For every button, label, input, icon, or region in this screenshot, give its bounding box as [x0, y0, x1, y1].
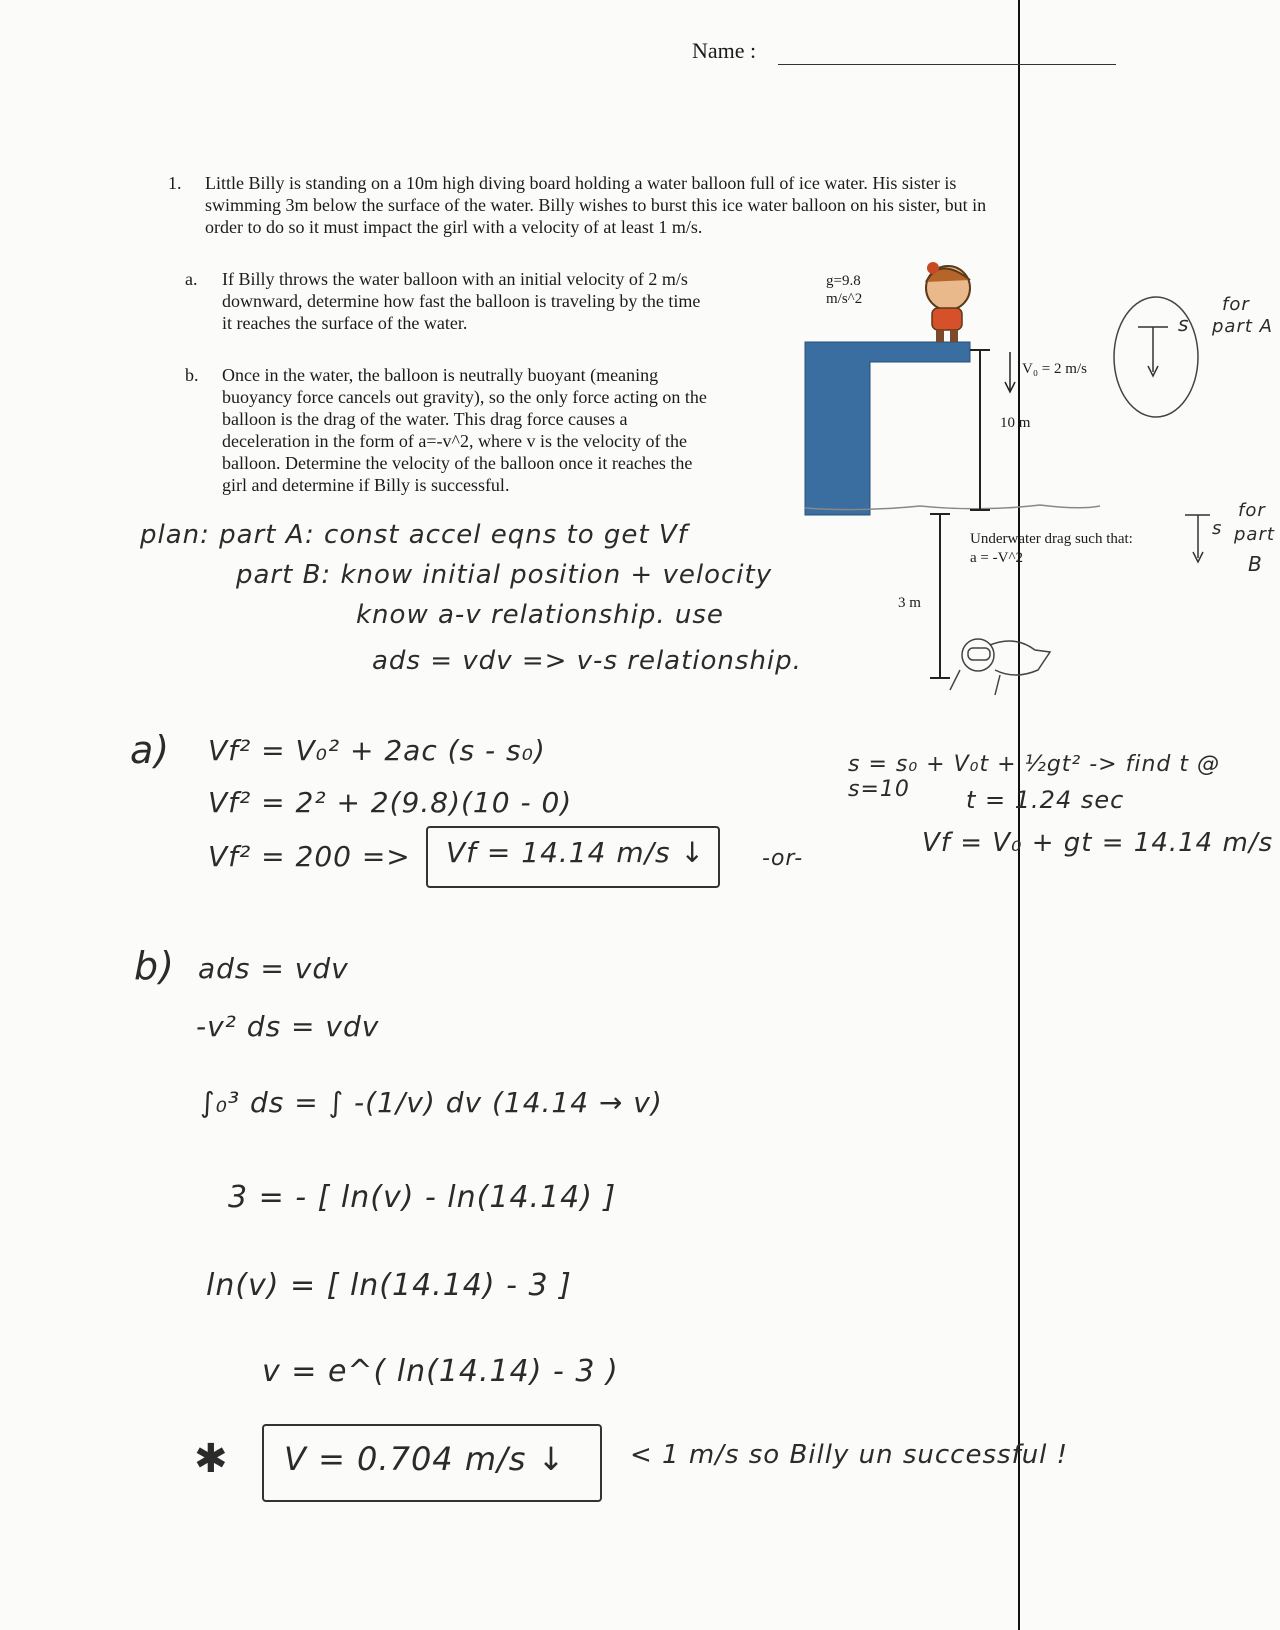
- height-label: 10 m: [1000, 415, 1031, 431]
- part-a-letter: a.: [185, 269, 198, 289]
- b-work-line-5: ln(v) = [ ln(14.14) - 3 ]: [206, 1268, 572, 1303]
- part-b-line-6: girl and determine if Billy is successful.: [222, 475, 510, 495]
- answer-b-text: V = 0.704 m/s ↓: [284, 1440, 566, 1478]
- fbd-b-label-1: for: [1238, 500, 1266, 521]
- gravity-label-2: m/s^2: [826, 291, 863, 307]
- drag-label-1: Underwater drag such that:: [970, 531, 1133, 547]
- part-b-line-5: balloon. Determine the velocity of the balloon once it reaches the: [222, 453, 693, 473]
- problem-intro: [205, 172, 1125, 238]
- intro-line-2: swimming 3m below the surface of the water. Billy wishes to burst this ice water balloon on his sister, but in: [205, 195, 987, 215]
- intro-line-3: order to do so it must impact the girl with a velocity of at least 1 m/s.: [205, 217, 703, 237]
- fbd-b-s: s: [1212, 518, 1223, 539]
- fbd-a-label-2: part A: [1212, 316, 1273, 337]
- plan-line-1: plan: part A: const accel eqns to get Vf: [140, 520, 688, 550]
- sister-figure: [950, 639, 1050, 695]
- v0-label: V₀ = 2 m/s: [1022, 361, 1087, 377]
- part-b-line-2: buoyancy force cancels out gravity), so the only force acting on the: [222, 387, 707, 407]
- name-field-line[interactable]: [778, 64, 1116, 65]
- part-b-line-3: balloon is the drag of the water. This drag force causes a: [222, 409, 628, 429]
- alt-line-2: t = 1.24 sec: [966, 786, 1125, 814]
- b-work-line-4: 3 = - [ ln(v) - ln(14.14) ]: [228, 1180, 617, 1215]
- fbd-b-label-2: part: [1234, 524, 1275, 545]
- part-b-line-1: Once in the water, the balloon is neutrally buoyant (meaning: [222, 365, 659, 385]
- alt-line-1: s = s₀ + V₀t + ½gt² -> find t @ s=10: [848, 752, 1220, 802]
- alt-line-3: Vf = V₀ + gt = 14.14 m/s: [922, 828, 1274, 858]
- fbd-a-s: s: [1178, 312, 1190, 336]
- a-work-line-2: Vf² = 2² + 2(9.8)(10 - 0): [208, 786, 573, 819]
- part-b-line-4: deceleration in the form of a=-v^2, where v is the velocity of the: [222, 431, 687, 451]
- a-work-line-3: Vf² = 200 =>: [208, 840, 411, 873]
- billy-figure: [926, 262, 970, 342]
- fbd-b-label-3: B: [1248, 552, 1263, 576]
- part-b-work-label: b): [134, 944, 175, 988]
- a-work-line-1: Vf² = V₀² + 2ac (s - s₀): [208, 734, 546, 767]
- fbd-a-label-1: for: [1222, 294, 1250, 315]
- intro-line-1: Little Billy is standing on a 10m high diving board holding a water balloon full of ice water. His sister is: [205, 173, 957, 193]
- depth-label: 3 m: [898, 595, 921, 611]
- part-b-text: [222, 364, 792, 496]
- plan-line-4: ads = vdv => v-s relationship.: [372, 646, 802, 676]
- part-a-line-2: downward, determine how fast the balloon is traveling by the time: [222, 291, 701, 311]
- diving-board-shape: [805, 342, 970, 515]
- plan-line-3: know a-v relationship. use: [356, 600, 724, 630]
- b-work-line-2: -v² ds = vdv: [196, 1010, 380, 1043]
- drag-label-2: a = -V^2: [970, 550, 1023, 566]
- b-work-line-3: ∫₀³ ds = ∫ -(1/v) dv (14.14 → v): [200, 1086, 663, 1119]
- page-divider-line: [1018, 0, 1020, 1630]
- part-a-work-label: a): [130, 728, 171, 772]
- name-label: Name :: [692, 38, 757, 63]
- or-label: -or-: [762, 846, 804, 871]
- diving-diagram: [800, 250, 1100, 710]
- plan-line-2: part B: know initial position + velocity: [236, 560, 773, 590]
- part-a-line-3: it reaches the surface of the water.: [222, 313, 468, 333]
- part-b-letter: b.: [185, 365, 199, 385]
- problem-number: 1.: [168, 173, 182, 193]
- answer-a-text: Vf = 14.14 m/s ↓: [446, 836, 705, 869]
- part-a-line-1: If Billy throws the water balloon with an initial velocity of 2 m/s: [222, 269, 688, 289]
- star-mark: ✱: [194, 1436, 229, 1482]
- conclusion-text: < 1 m/s so Billy un successful !: [630, 1440, 1069, 1470]
- gravity-label-1: g=9.8: [826, 273, 861, 289]
- fbd-part-a-circle: [1108, 292, 1208, 422]
- part-a-text: [222, 268, 792, 334]
- b-work-line-6: v = e^( ln(14.14) - 3 ): [262, 1354, 619, 1389]
- b-work-line-1: ads = vdv: [198, 952, 349, 985]
